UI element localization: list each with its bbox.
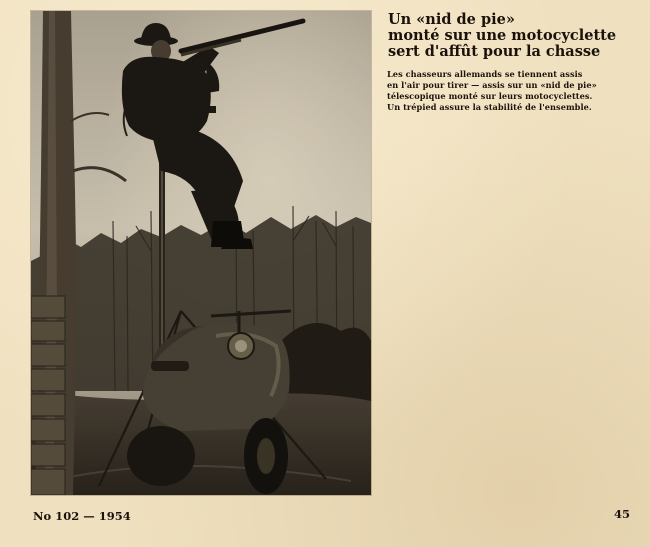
photograph xyxy=(31,11,371,495)
headline-line-2: monté sur une motocyclette xyxy=(388,27,617,44)
headline-line-1: Un «nid de pie» xyxy=(388,11,515,28)
photo-caption xyxy=(387,69,631,113)
caption-line-4: Un trépied assure la stabilité de l'ensemble. xyxy=(387,102,592,112)
caption-line-3: télescopique monté sur leurs motocyclettes. xyxy=(387,91,593,101)
headline xyxy=(388,12,638,60)
headline-line-3: sert d'affût pour la chasse xyxy=(388,43,601,60)
caption-line-1: Les chasseurs allemands se tiennent assis xyxy=(387,69,583,79)
issue-number: No 102 — 1954 xyxy=(33,509,131,523)
hunter-motorcycle-photo xyxy=(31,11,371,495)
caption-line-2: en l'air pour tirer — assis sur un «nid de pie» xyxy=(387,80,597,90)
page-number: 45 xyxy=(614,507,631,521)
